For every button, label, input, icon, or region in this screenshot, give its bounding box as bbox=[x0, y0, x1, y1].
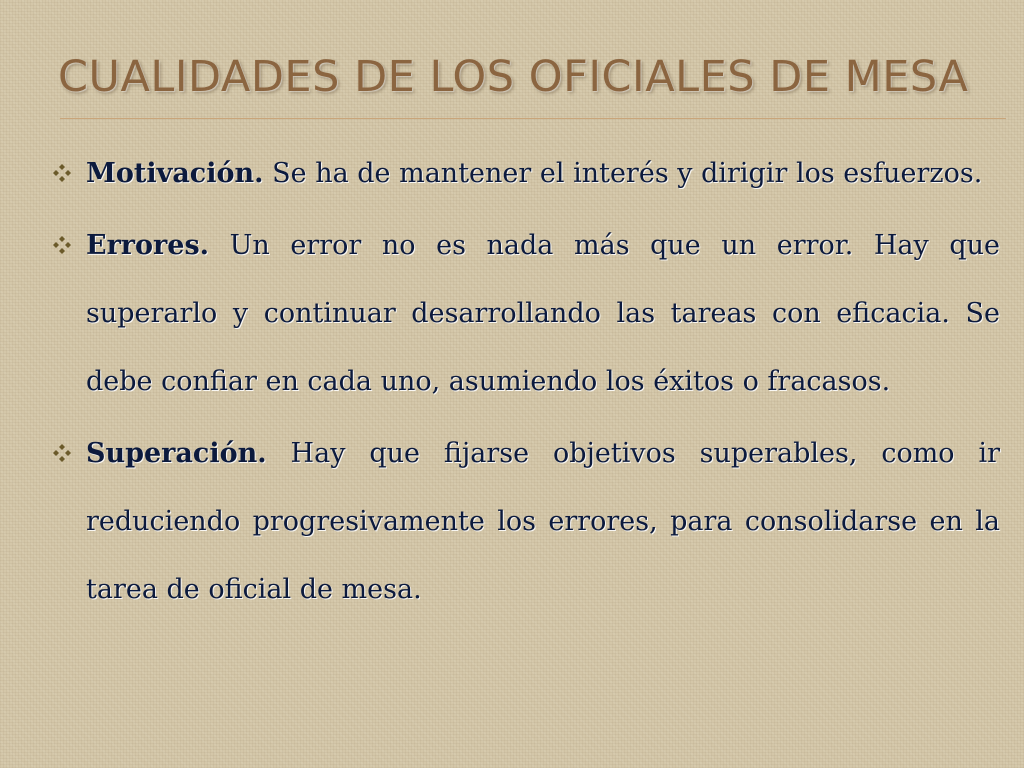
title-divider bbox=[60, 118, 1006, 119]
bullet-item-motivacion bbox=[40, 140, 1000, 208]
four-diamond-bullet-icon bbox=[52, 235, 72, 255]
bullet-term: Motivación. bbox=[86, 158, 264, 189]
four-diamond-bullet-icon bbox=[52, 163, 72, 183]
bullet-list bbox=[40, 140, 1000, 628]
bullet-term: Errores. bbox=[86, 230, 210, 261]
bullet-item-errores bbox=[40, 212, 1000, 416]
bullet-item-superacion bbox=[40, 420, 1000, 624]
slide-title: CUALIDADES DE LOS OFICIALES DE MESA bbox=[58, 52, 969, 102]
bullet-text: Se ha de mantener el interés y dirigir los esfuerzos. bbox=[272, 158, 983, 189]
bullet-text: Hay que fijarse objetivos superables, como ir reduciendo progresivamente los errores, para consolidarse en la tarea de oficial de mesa. bbox=[86, 438, 1000, 605]
four-diamond-bullet-icon bbox=[52, 443, 72, 463]
bullet-text: Un error no es nada más que un error. Hay que superarlo y continuar desarrollando las tareas con eficacia. Se debe confiar en cada uno, asumiendo los éxitos o fracasos. bbox=[86, 230, 1000, 397]
bullet-term: Superación. bbox=[86, 438, 267, 469]
